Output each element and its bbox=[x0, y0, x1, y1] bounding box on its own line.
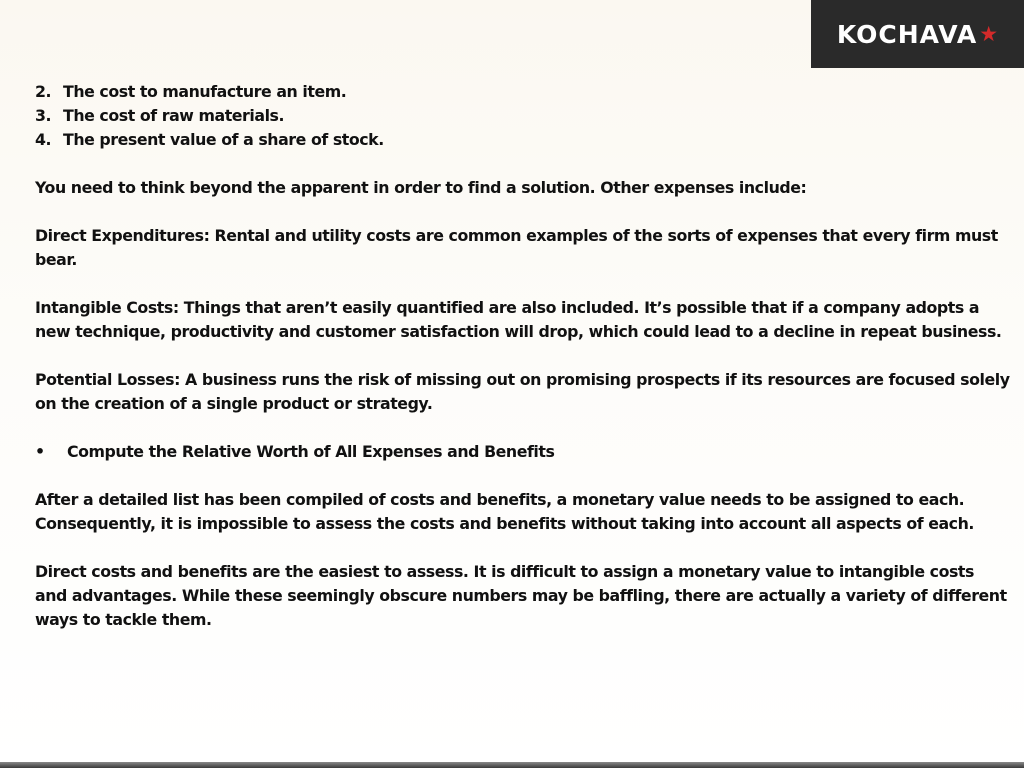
direct-expenditures-paragraph: Direct Expenditures: Rental and utility costs are common examples of the sorts of expenses that every firm must bear. bbox=[35, 226, 998, 269]
bullet-icon: • bbox=[35, 442, 45, 461]
closing-paragraph-1: After a detailed list has been compiled of costs and benefits, a monetary value needs to be assigned to each. Consequently, it is impossible to assess the costs and benefits without taking into account all aspects of each. bbox=[35, 490, 974, 533]
list-text: The cost of raw materials. bbox=[63, 106, 285, 125]
bullet-item bbox=[35, 440, 1010, 464]
intro-paragraph: You need to think beyond the apparent in order to find a solution. Other expenses include: bbox=[35, 178, 807, 197]
bullet-text: Compute the Relative Worth of All Expenses and Benefits bbox=[67, 442, 555, 461]
list-number: 3. bbox=[35, 106, 52, 125]
closing-paragraph-2: Direct costs and benefits are the easiest to assess. It is difficult to assign a monetary value to intangible costs and advantages. While these seemingly obscure numbers may be baffling, there are actually a variety of different ways to tackle them. bbox=[35, 562, 1007, 629]
list-text: The cost to manufacture an item. bbox=[63, 82, 347, 101]
list-number: 2. bbox=[35, 82, 52, 101]
list-number: 4. bbox=[35, 130, 52, 149]
kochava-logo bbox=[811, 0, 1024, 68]
list-item bbox=[35, 80, 1010, 104]
slide-content bbox=[35, 80, 1010, 632]
list-item bbox=[35, 104, 1010, 128]
star-icon: ★ bbox=[979, 21, 999, 46]
list-text: The present value of a share of stock. bbox=[63, 130, 384, 149]
bottom-divider bbox=[0, 762, 1024, 768]
intangible-costs-paragraph: Intangible Costs: Things that aren’t easily quantified are also included. It’s possible that if a company adopts a new technique, productivity and customer satisfaction will drop, which could lead to a decline in repeat business. bbox=[35, 298, 1002, 341]
list-item bbox=[35, 128, 1010, 152]
logo-text: KOCHAVA bbox=[836, 19, 978, 49]
potential-losses-paragraph: Potential Losses: A business runs the risk of missing out on promising prospects if its resources are focused solely on the creation of a single product or strategy. bbox=[35, 370, 1010, 413]
